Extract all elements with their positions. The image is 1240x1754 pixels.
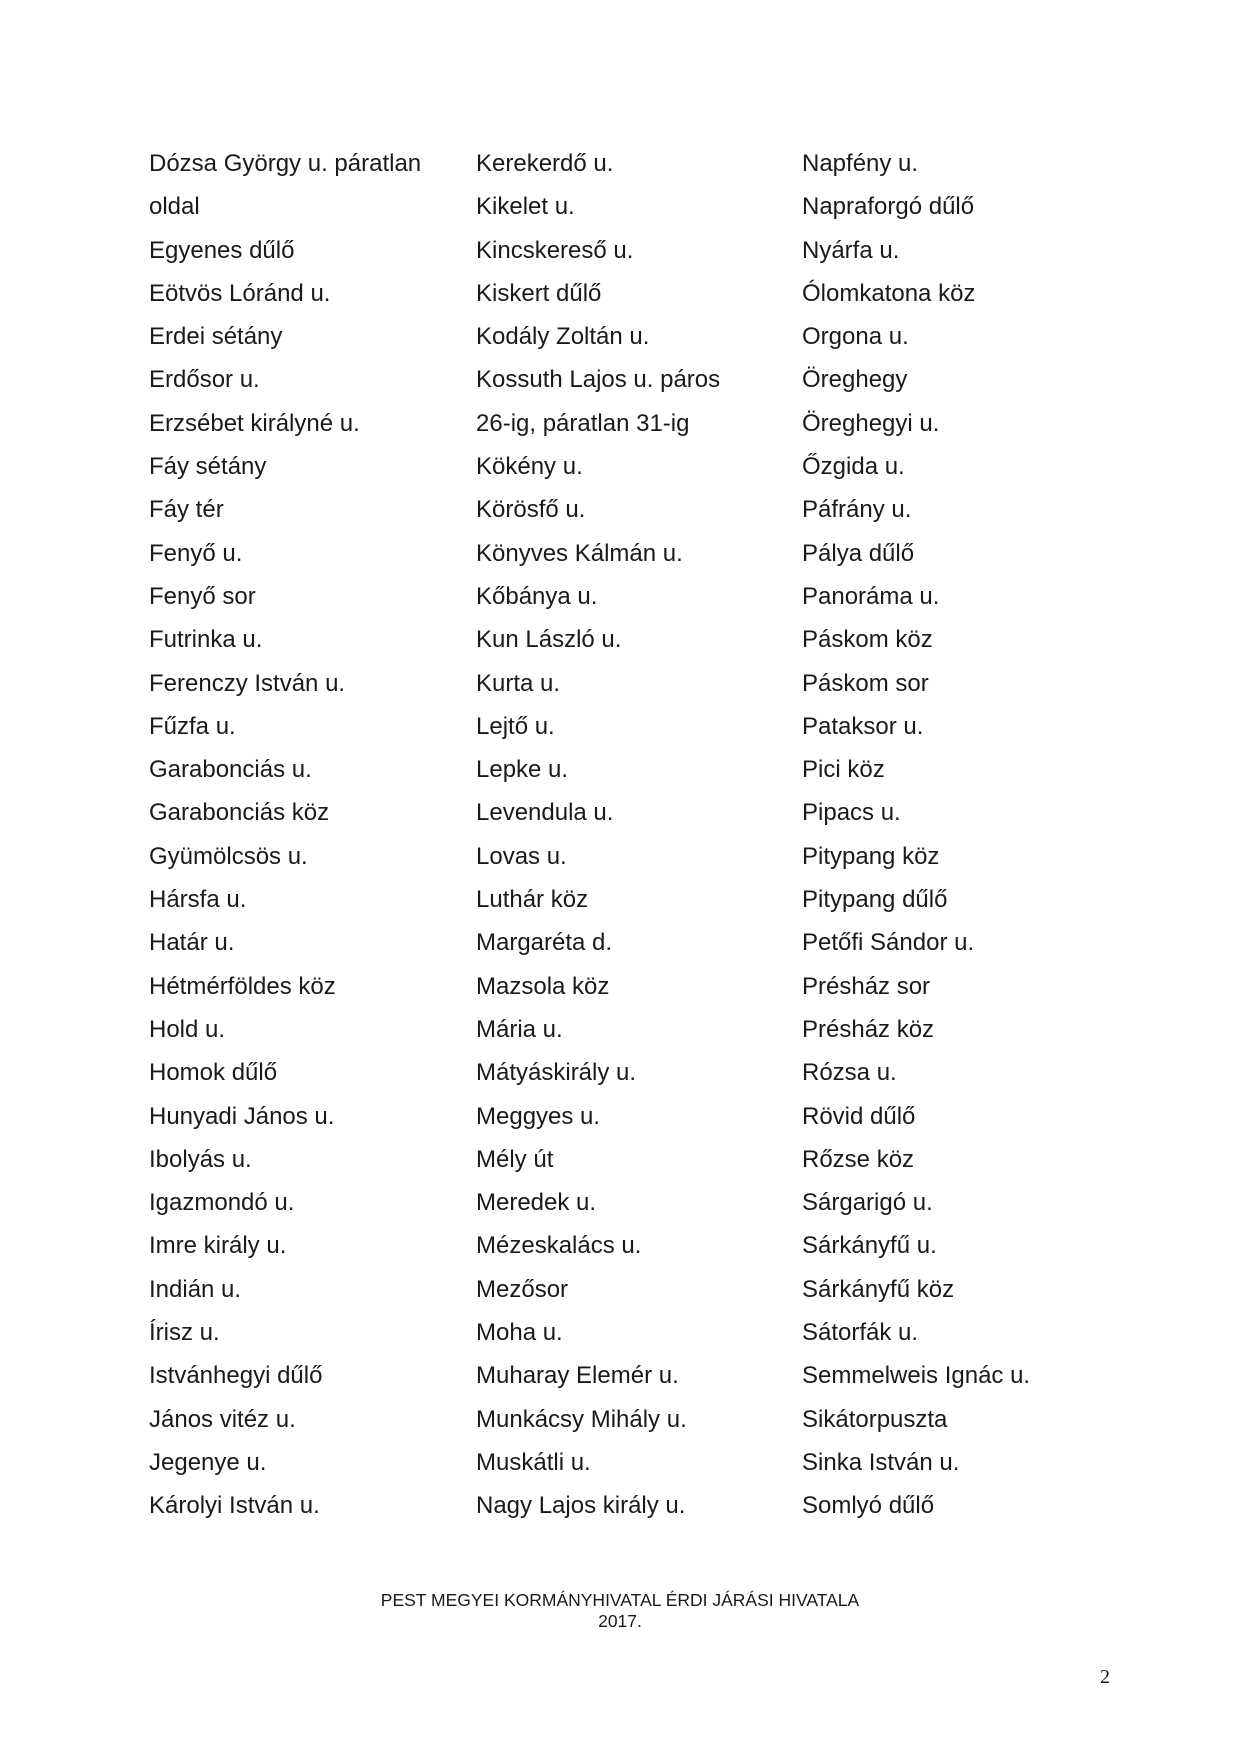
street-name: Imre király u. <box>149 1232 287 1260</box>
street-name: Határ u. <box>149 929 235 957</box>
street-name: Kőbánya u. <box>476 582 598 610</box>
street-name: 26-ig, páratlan 31-ig <box>476 409 690 437</box>
street-name: Dózsa György u. páratlan <box>149 150 422 177</box>
street-name: Mézeskalács u. <box>476 1232 642 1260</box>
street-name: Öreghegyi u. <box>802 409 940 437</box>
street-name: Ólomkatona köz <box>802 279 976 307</box>
street-name: Páskom sor <box>802 669 929 697</box>
footer-office-name: PEST MEGYEI KORMÁNYHIVATAL ÉRDI JÁRÁSI HIVATALA <box>380 1590 860 1610</box>
street-name: Kincskereső u. <box>476 236 634 264</box>
street-name: Sárkányfű u. <box>802 1232 937 1260</box>
street-name: Somlyó dűlő <box>802 1492 935 1520</box>
street-name: Írisz u. <box>149 1319 220 1347</box>
street-name: Igazmondó u. <box>149 1189 295 1217</box>
street-name: Garabonciás köz <box>149 799 330 827</box>
street-name: Muharay Elemér u. <box>476 1362 679 1390</box>
street-name: Erdei sétány <box>149 323 283 351</box>
street-name: Kerekerdő u. <box>476 150 614 177</box>
street-name: Nagy Lajos király u. <box>476 1492 686 1520</box>
street-name: János vitéz u. <box>149 1405 296 1433</box>
street-name: Károlyi István u. <box>149 1492 320 1520</box>
street-name: Fenyő u. <box>149 539 243 567</box>
street-name: Lejtő u. <box>476 712 555 740</box>
street-name: Sikátorpuszta <box>802 1405 948 1433</box>
street-name: Semmelweis Ignác u. <box>802 1362 1031 1390</box>
street-name: Homok dűlő <box>149 1059 278 1087</box>
street-name: Kodály Zoltán u. <box>476 323 650 351</box>
street-name: Pitypang köz <box>802 842 940 870</box>
street-name: Indián u. <box>149 1275 242 1303</box>
street-name: Mély út <box>476 1145 554 1173</box>
street-name: Fűzfa u. <box>149 712 236 740</box>
street-name: Fáy tér <box>149 496 224 524</box>
street-name: Páfrány u. <box>802 496 912 524</box>
street-name: Nyárfa u. <box>802 236 900 264</box>
street-name: Páskom köz <box>802 626 933 654</box>
street-name: Sárgarigó u. <box>802 1189 933 1217</box>
street-name: Moha u. <box>476 1319 563 1347</box>
street-name: Garabonciás u. <box>149 756 312 784</box>
street-name: oldal <box>149 193 200 221</box>
street-name: Fáy sétány <box>149 453 267 481</box>
street-name: Ferenczy István u. <box>149 669 346 697</box>
street-name: Pataksor u. <box>802 712 924 740</box>
street-name: Pitypang dűlő <box>802 886 948 914</box>
street-name: Sátorfák u. <box>802 1319 919 1347</box>
street-name: Ibolyás u. <box>149 1145 252 1173</box>
page-number: 2 <box>1100 1666 1110 1688</box>
street-column-2 <box>476 142 796 1528</box>
street-name: Erdősor u. <box>149 366 260 394</box>
street-name: Pici köz <box>802 756 885 784</box>
street-name: Pálya dűlő <box>802 539 915 567</box>
street-name: Mária u. <box>476 1015 563 1043</box>
street-name: Levendula u. <box>476 799 614 827</box>
street-name: Jegenye u. <box>149 1448 267 1476</box>
street-name: Eötvös Lóránd u. <box>149 279 331 307</box>
street-name: Luthár köz <box>476 886 589 914</box>
street-name: Kikelet u. <box>476 193 575 221</box>
street-name: Hétmérföldes köz <box>149 972 336 1000</box>
street-name: Fenyő sor <box>149 582 256 610</box>
street-name: Erzsébet királyné u. <box>149 409 360 437</box>
street-name: Margaréta d. <box>476 929 613 957</box>
street-name: Futrinka u. <box>149 626 263 654</box>
street-name: Panoráma u. <box>802 582 940 610</box>
street-name: Napfény u. <box>802 150 919 177</box>
street-name: Présház sor <box>802 972 931 1000</box>
footer-year: 2017. <box>598 1611 642 1631</box>
street-name: Kurta u. <box>476 669 561 697</box>
street-name: Kun László u. <box>476 626 622 654</box>
street-name: Pipacs u. <box>802 799 901 827</box>
street-name: Öreghegy <box>802 366 908 394</box>
street-list <box>0 142 1240 1542</box>
street-name: Könyves Kálmán u. <box>476 539 683 567</box>
street-name: Meggyes u. <box>476 1102 601 1130</box>
street-name: Rőzse köz <box>802 1145 915 1173</box>
street-name: Őzgida u. <box>802 453 905 481</box>
street-name: Muskátli u. <box>476 1448 591 1476</box>
street-name: Istvánhegyi dűlő <box>149 1362 323 1390</box>
street-name: Sinka István u. <box>802 1448 960 1476</box>
street-name: Meredek u. <box>476 1189 597 1217</box>
street-column-3 <box>802 142 1122 1528</box>
street-name: Kökény u. <box>476 453 583 481</box>
street-name: Kiskert dűlő <box>476 279 602 307</box>
street-name: Munkácsy Mihály u. <box>476 1405 687 1433</box>
street-name: Petőfi Sándor u. <box>802 929 975 957</box>
street-name: Rövid dűlő <box>802 1102 916 1130</box>
street-name: Mazsola köz <box>476 972 610 1000</box>
street-name: Hunyadi János u. <box>149 1102 335 1130</box>
street-column-1 <box>149 142 469 1528</box>
street-name: Mátyáskirály u. <box>476 1059 637 1087</box>
street-name: Kossuth Lajos u. páros <box>476 366 721 394</box>
street-name: Körösfő u. <box>476 496 586 524</box>
page-footer <box>0 1590 1240 1632</box>
street-name: Sárkányfű köz <box>802 1275 955 1303</box>
street-name: Hársfa u. <box>149 886 247 914</box>
street-name: Présház köz <box>802 1015 935 1043</box>
street-name: Mezősor <box>476 1275 569 1303</box>
street-name: Lepke u. <box>476 756 569 784</box>
street-name: Orgona u. <box>802 323 909 351</box>
street-name: Rózsa u. <box>802 1059 897 1087</box>
street-name: Hold u. <box>149 1015 226 1043</box>
street-name: Egyenes dűlő <box>149 236 295 264</box>
street-name: Napraforgó dűlő <box>802 193 975 221</box>
street-name: Lovas u. <box>476 842 567 870</box>
street-name: Gyümölcsös u. <box>149 842 308 870</box>
